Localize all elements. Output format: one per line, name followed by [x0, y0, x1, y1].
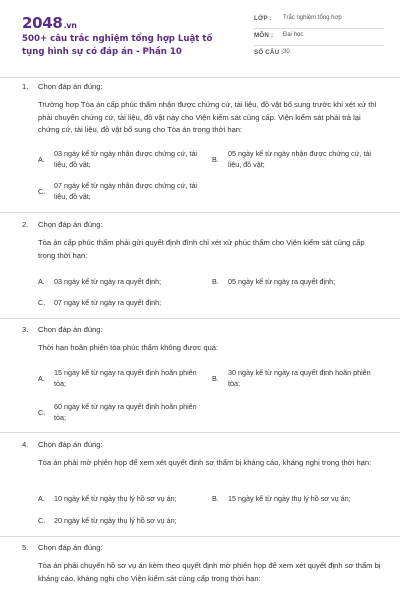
question-number: 5.	[22, 543, 29, 552]
option-letter: B.	[212, 374, 219, 383]
site-logo[interactable]	[22, 14, 77, 32]
question-lead: Chọn đáp án đúng:	[38, 82, 103, 91]
question-divider	[0, 212, 400, 213]
option-letter: A.	[38, 155, 45, 164]
option-letter: B.	[212, 277, 219, 286]
option-text: 60 ngày kể từ ngày ra quyết định hoãn phiên tòa;	[54, 402, 197, 422]
option-letter: C.	[38, 408, 46, 417]
option-letter: A.	[38, 277, 45, 286]
logo-suffix-text: .vn	[63, 21, 77, 30]
meta-row-class	[254, 12, 384, 29]
question-number: 3.	[22, 325, 29, 334]
question-divider	[0, 318, 400, 319]
question-number: 1.	[22, 82, 29, 91]
option-letter: A.	[38, 494, 45, 503]
question-divider	[0, 432, 400, 433]
question-text: Trường hợp Tòa án cấp phúc thẩm nhận được chứng cứ, tài liệu, đồ vật bổ sung trước khi xét xử thì phải chuyển chứng cứ, tài liệu, đồ vật này cho Viện kiểm sát cùng cấp. Viện kiểm sát phải trả lại chứng cứ, tài liệu, đồ vật bổ sung cho Tòa án trong thời hạn:	[38, 100, 377, 134]
option-text: 15 ngày kể từ ngày thụ lý hồ sơ vụ án;	[228, 494, 351, 503]
option-text: 05 ngày kể từ ngày nhận được chứng cứ, tài liệu, đồ vật;	[228, 149, 372, 169]
option-letter: C.	[38, 298, 46, 307]
meta-value: Đại học	[283, 32, 304, 38]
question-lead: Chọn đáp án đúng:	[38, 440, 103, 449]
document-header	[0, 0, 400, 78]
option-letter: C.	[38, 516, 46, 525]
meta-value: 30	[283, 49, 290, 55]
question-lead: Chọn đáp án đúng:	[38, 325, 103, 334]
option-text: 03 ngày kể từ ngày nhận được chứng cứ, tài liệu, đồ vật;	[54, 149, 198, 169]
option-text: 05 ngày kể từ ngày ra quyết định;	[228, 277, 336, 286]
option-letter: A.	[38, 374, 45, 383]
option-text: 07 ngày kể từ ngày ra quyết định;	[54, 298, 162, 307]
option-text: 20 ngày kể từ ngày thụ lý hồ sơ vụ án;	[54, 516, 177, 525]
question-text: Tòa án phải chuyển hồ sơ vụ án kèm theo quyết định mở phiên họp để xem xét quyết định sơ thẩm bị kháng cáo, kháng nghị cho Viện kiểm sát cùng cấp trong thời hạn:	[38, 561, 381, 583]
option-letter: B.	[212, 494, 219, 503]
question-lead: Chọn đáp án đúng:	[38, 220, 103, 229]
question-lead: Chọn đáp án đúng:	[38, 543, 103, 552]
meta-row-count	[254, 46, 384, 63]
meta-label: SỐ CÂU :	[254, 49, 284, 56]
option-text: 07 ngày kể từ ngày nhận được chứng cứ, tài liệu, đồ vật;	[54, 181, 198, 201]
question-number: 2.	[22, 220, 29, 229]
meta-label: LỚP :	[254, 15, 272, 22]
question-text: Tòa án cấp phúc thẩm phải gửi quyết định đình chỉ xét xử phúc thẩm cho Viện kiểm sát cùng cấp trong thời hạn:	[38, 238, 365, 260]
question-divider	[0, 536, 400, 537]
document-meta	[254, 12, 384, 63]
option-letter: C.	[38, 187, 46, 196]
option-text: 03 ngày kể từ ngày ra quyết định;	[54, 277, 162, 286]
logo-main-text: 2048	[22, 14, 63, 32]
question-text: Thời hạn hoãn phiên tòa phúc thẩm không được quá:	[38, 343, 219, 352]
meta-value: Trắc nghiệm tổng hợp	[283, 15, 342, 21]
option-text: 10 ngày kể từ ngày thụ lý hồ sơ vụ án;	[54, 494, 177, 503]
option-letter: B.	[212, 155, 219, 164]
meta-row-subject	[254, 29, 384, 46]
option-text: 15 ngày kể từ ngày ra quyết định hoãn phiên tòa;	[54, 368, 197, 388]
document-title: 500+ câu trắc nghiệm tổng hợp Luật tố tụng hình sự có đáp án - Phần 10	[22, 34, 213, 57]
meta-label: MÔN :	[254, 32, 274, 39]
option-text: 30 ngày kể từ ngày ra quyết định hoãn phiên tòa;	[228, 368, 371, 388]
question-text: Tòa án phải mở phiên họp để xem xét quyết định sơ thẩm bị kháng cáo, kháng nghị trong thời hạn:	[38, 458, 372, 467]
question-number: 4.	[22, 440, 29, 449]
